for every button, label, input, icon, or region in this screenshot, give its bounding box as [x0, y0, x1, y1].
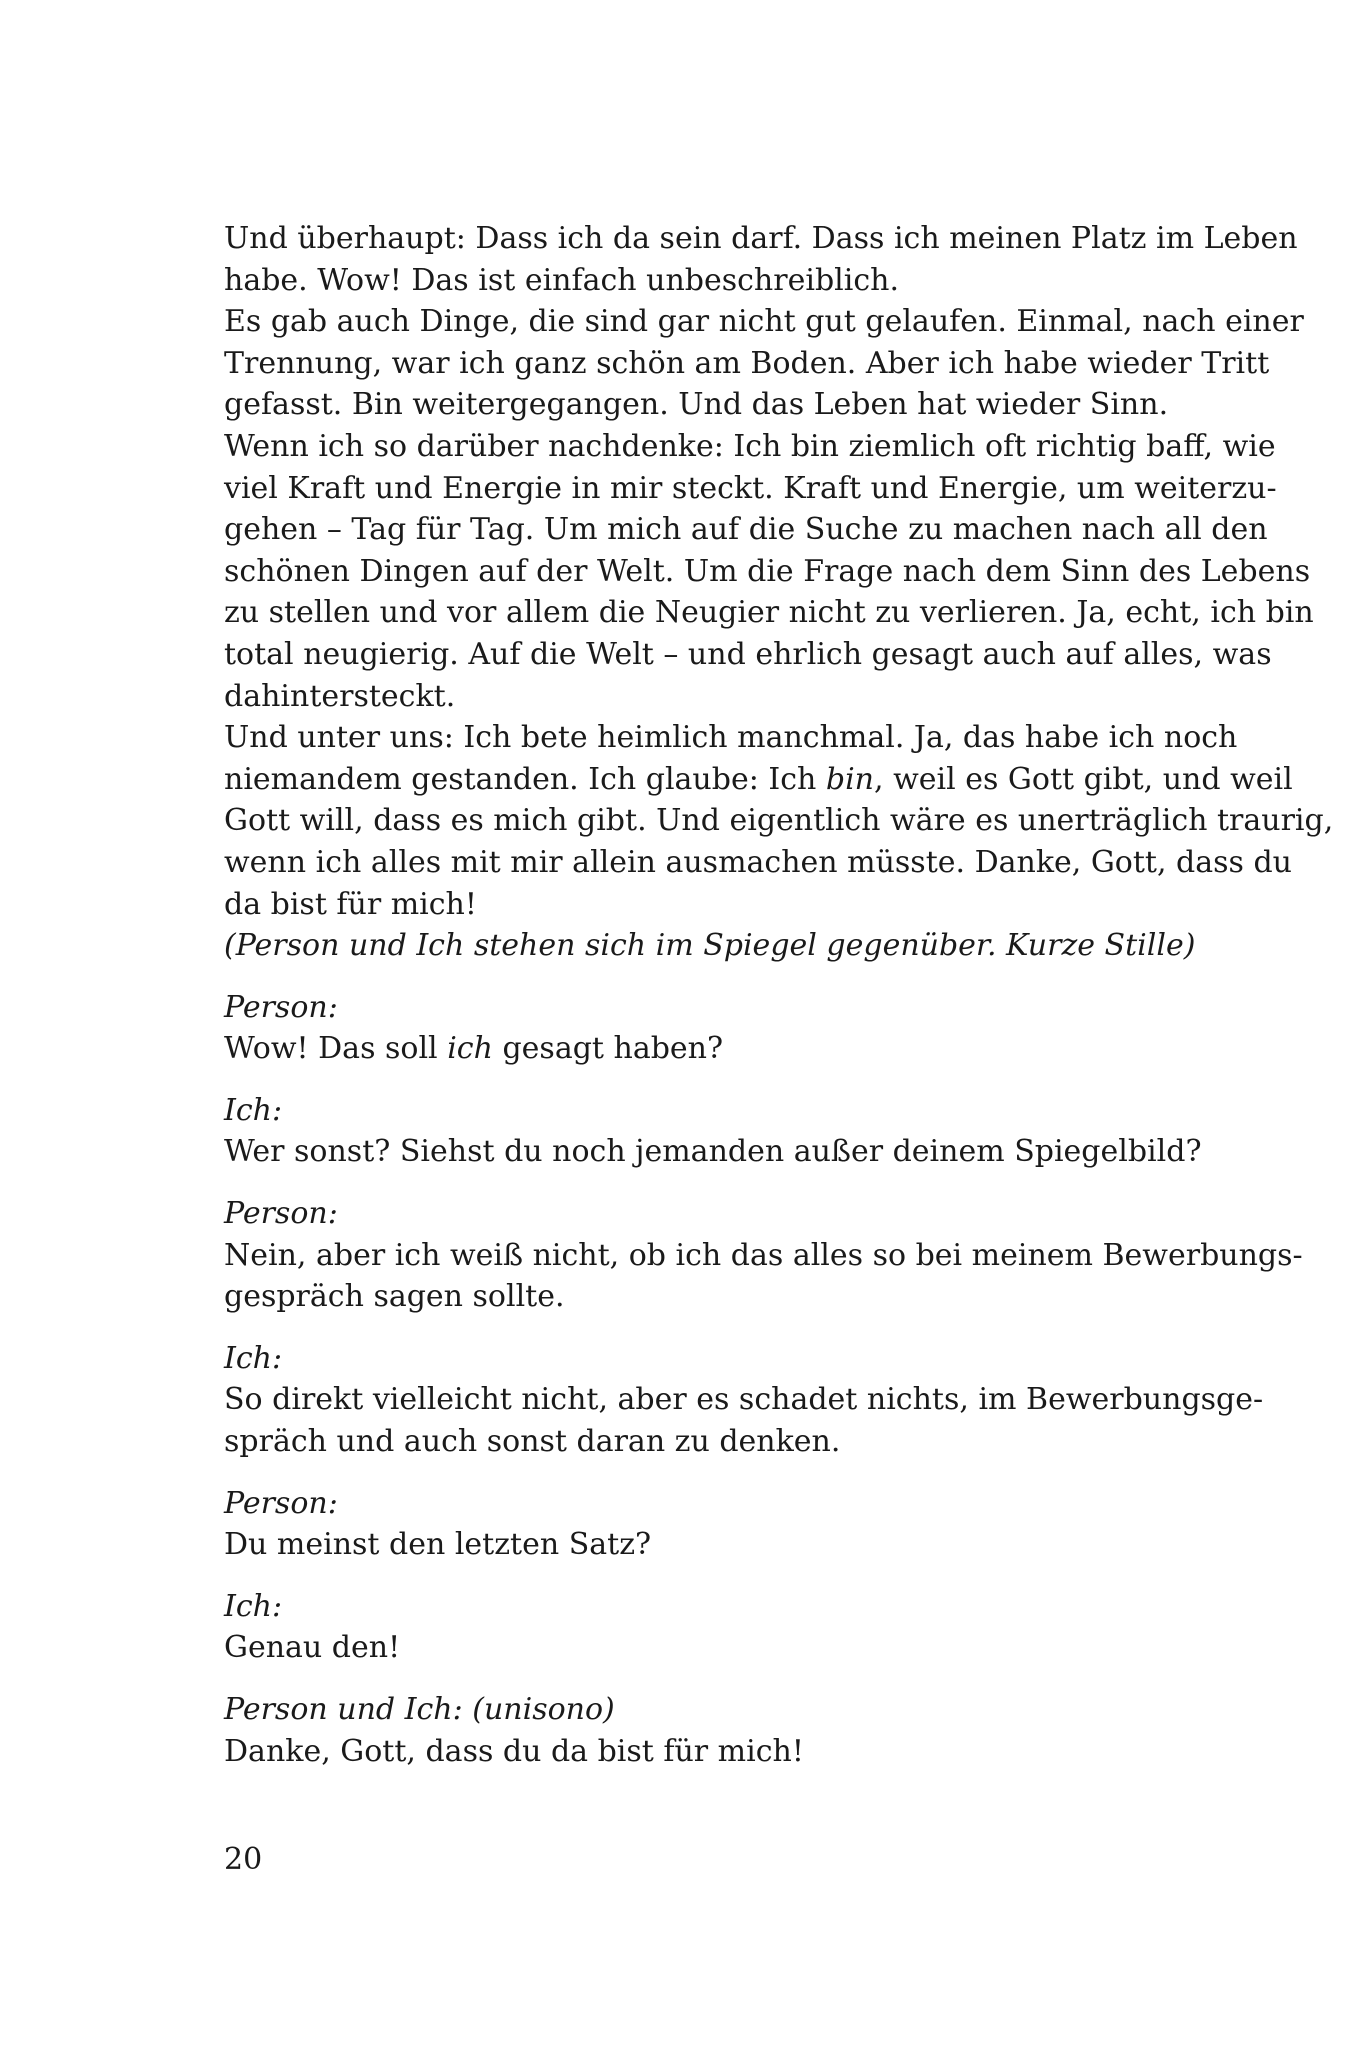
text-segment: , weil es Gott gibt, und weil [874, 761, 1293, 797]
text-line: habe. Wow! Das ist einfach unbeschreiblich. [224, 262, 899, 298]
text-line: zu stellen und vor allem die Neugier nicht zu verlieren. Ja, echt, ich bin [224, 595, 1314, 631]
dialogue-line: So direkt vielleicht nicht, aber es schadet nichts, im Bewerbungsge- [224, 1382, 1264, 1418]
text-line: Gott will, dass es mich gibt. Und eigentlich wäre es unerträglich traurig, [224, 803, 1334, 839]
text-segment: Wow! Das soll [224, 1031, 438, 1067]
dialogue-line: Du meinst den letzten Satz? [224, 1527, 652, 1563]
text-line: Wenn ich so darüber nachdenke: Ich bin ziemlich oft richtig baff, wie [224, 428, 1276, 464]
page-text [224, 218, 1334, 1772]
speaker-label: Person und Ich: (unisono) [224, 1692, 615, 1727]
text-line: da bist für mich! [224, 886, 477, 922]
dialogue-line: Genau den! [224, 1630, 401, 1666]
page-number: 20 [224, 1842, 263, 1877]
text-line: schönen Dingen auf der Welt. Um die Frage nach dem Sinn des Lebens [224, 553, 1311, 589]
emphasis: ich [447, 1031, 493, 1067]
text-line: viel Kraft und Energie in mir steckt. Kraft und Energie, um weiterzu- [224, 470, 1277, 506]
speaker-label: Ich: [224, 1092, 283, 1128]
dialogue-line: Danke, Gott, dass du da bist für mich! [224, 1733, 804, 1769]
text-line: total neugierig. Auf die Welt – und ehrlich gesagt auch auf alles, was [224, 636, 1272, 672]
text-line: Es gab auch Dinge, die sind gar nicht gut gelaufen. Einmal, nach einer [224, 304, 1304, 340]
text-line [224, 759, 1293, 801]
emphasis: bin [825, 761, 874, 797]
text-segment: gesagt haben? [502, 1031, 724, 1067]
text-segment: niemandem gestanden. Ich glaube: Ich [224, 761, 817, 797]
text-line: Und unter uns: Ich bete heimlich manchmal. Ja, das habe ich noch [224, 720, 1238, 756]
text-line: gefasst. Bin weitergegangen. Und das Leben hat wieder Sinn. [224, 387, 1169, 423]
text-line: Trennung, war ich ganz schön am Boden. Aber ich habe wieder Tritt [224, 345, 1270, 381]
text-line: dahintersteckt. [224, 678, 456, 714]
speaker-label: Ich: [224, 1588, 283, 1624]
speaker-label: Ich: [224, 1340, 283, 1376]
speaker-label: Person: [224, 1485, 338, 1521]
text-line: wenn ich alles mit mir allein ausmachen müsste. Danke, Gott, dass du [224, 844, 1292, 880]
stage-direction: (Person und Ich stehen sich im Spiegel gegenüber. Kurze Stille) [224, 928, 1196, 964]
speaker-label: Person: [224, 989, 338, 1025]
dialogue-line [224, 1028, 1150, 1070]
dialogue-line: spräch und auch sonst daran zu denken. [224, 1424, 841, 1460]
text-line: Und überhaupt: Dass ich da sein darf. Dass ich meinen Platz im Leben [224, 221, 1298, 256]
dialogue-line: Nein, aber ich weiß nicht, ob ich das alles so bei meinem Bewerbungs- [224, 1237, 1303, 1273]
dialogue-line: gespräch sagen sollte. [224, 1279, 565, 1315]
speaker-label: Person: [224, 1196, 338, 1232]
dialogue-line: Wer sonst? Siehst du noch jemanden außer deinem Spiegelbild? [224, 1134, 1202, 1170]
text-line: gehen – Tag für Tag. Um mich auf die Suche zu machen nach all den [224, 512, 1268, 548]
